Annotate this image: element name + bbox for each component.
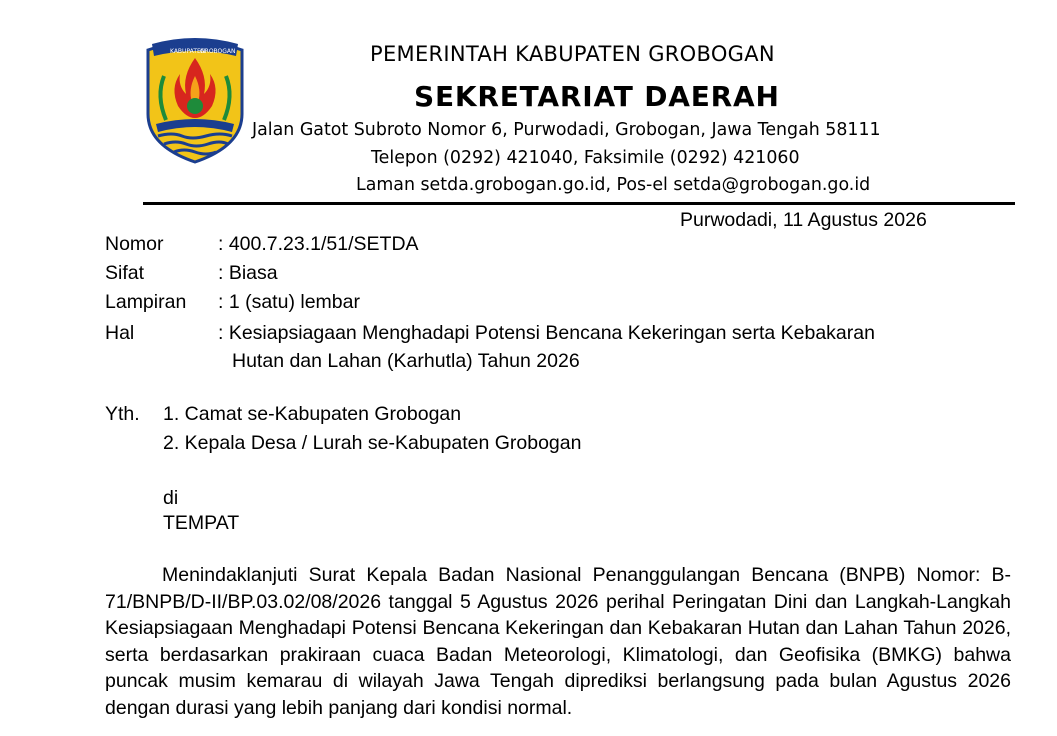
recipient-di: di: [163, 487, 179, 509]
body-paragraph-1: Menindaklanjuti Surat Kepala Badan Nasional Penanggulangan Bencana (BNPB) Nomor: B-71/BNPB/D-II/BP.03.02/08/2026 tanggal 5 Agustus 2026 perihal Peringatan Dini dan Langkah-Langkah Kesiapsiagaan Menghadapi Potensi Bencana Kekeringan dan Kebakaran Hutan dan Lahan Tahun 2026, serta berdasarkan prakiraan cuaca Badan Meteorologi, Klimatologi, dan Geofisika (BMKG) bahwa puncak musim kemarau di wilayah Jawa Tengah diprediksi berlangsung pada bulan Agustus 2026 dengan durasi yang lebih panjang dari kondisi normal.: [105, 564, 1011, 719]
lampiran-label: Lampiran: [105, 291, 187, 313]
logo-text-left: KABUPATEN: [170, 48, 206, 55]
sifat-label: Sifat: [105, 262, 145, 284]
office-name: SEKRETARIAT DAERAH: [414, 80, 780, 113]
logo-text-right: GROBOGAN: [200, 48, 236, 55]
nomor-label: Nomor: [105, 233, 164, 255]
recipient-item-1: 1. Camat se-Kabupaten Grobogan: [163, 403, 462, 425]
office-phone: Telepon (0292) 421040, Faksimile (0292) 421060: [371, 148, 800, 168]
nomor-value: : 400.7.23.1/51/SETDA: [218, 233, 419, 255]
hal-value-line2: Hutan dan Lahan (Karhutla) Tahun 2026: [232, 350, 580, 372]
government-name: PEMERINTAH KABUPATEN GROBOGAN: [370, 42, 775, 66]
grobogan-regency-emblem: [142, 36, 248, 164]
letter-date: Purwodadi, 11 Agustus 2026: [680, 209, 927, 231]
hal-value-line1: : Kesiapsiagaan Menghadapi Potensi Bencana Kekeringan serta Kebakaran: [218, 322, 875, 344]
lampiran-value: : 1 (satu) lembar: [218, 291, 360, 313]
sifat-value: : Biasa: [218, 262, 278, 284]
yth-label: Yth.: [105, 403, 140, 425]
office-address: Jalan Gatot Subroto Nomor 6, Purwodadi, Grobogan, Jawa Tengah 58111: [252, 120, 881, 140]
recipient-tempat: TEMPAT: [163, 512, 240, 534]
hal-label: Hal: [105, 322, 135, 344]
recipient-item-2: 2. Kepala Desa / Lurah se-Kabupaten Grobogan: [163, 432, 582, 454]
office-website-email: Laman setda.grobogan.go.id, Pos-el setda@grobogan.go.id: [356, 175, 871, 195]
letterhead-divider: [143, 202, 1015, 205]
